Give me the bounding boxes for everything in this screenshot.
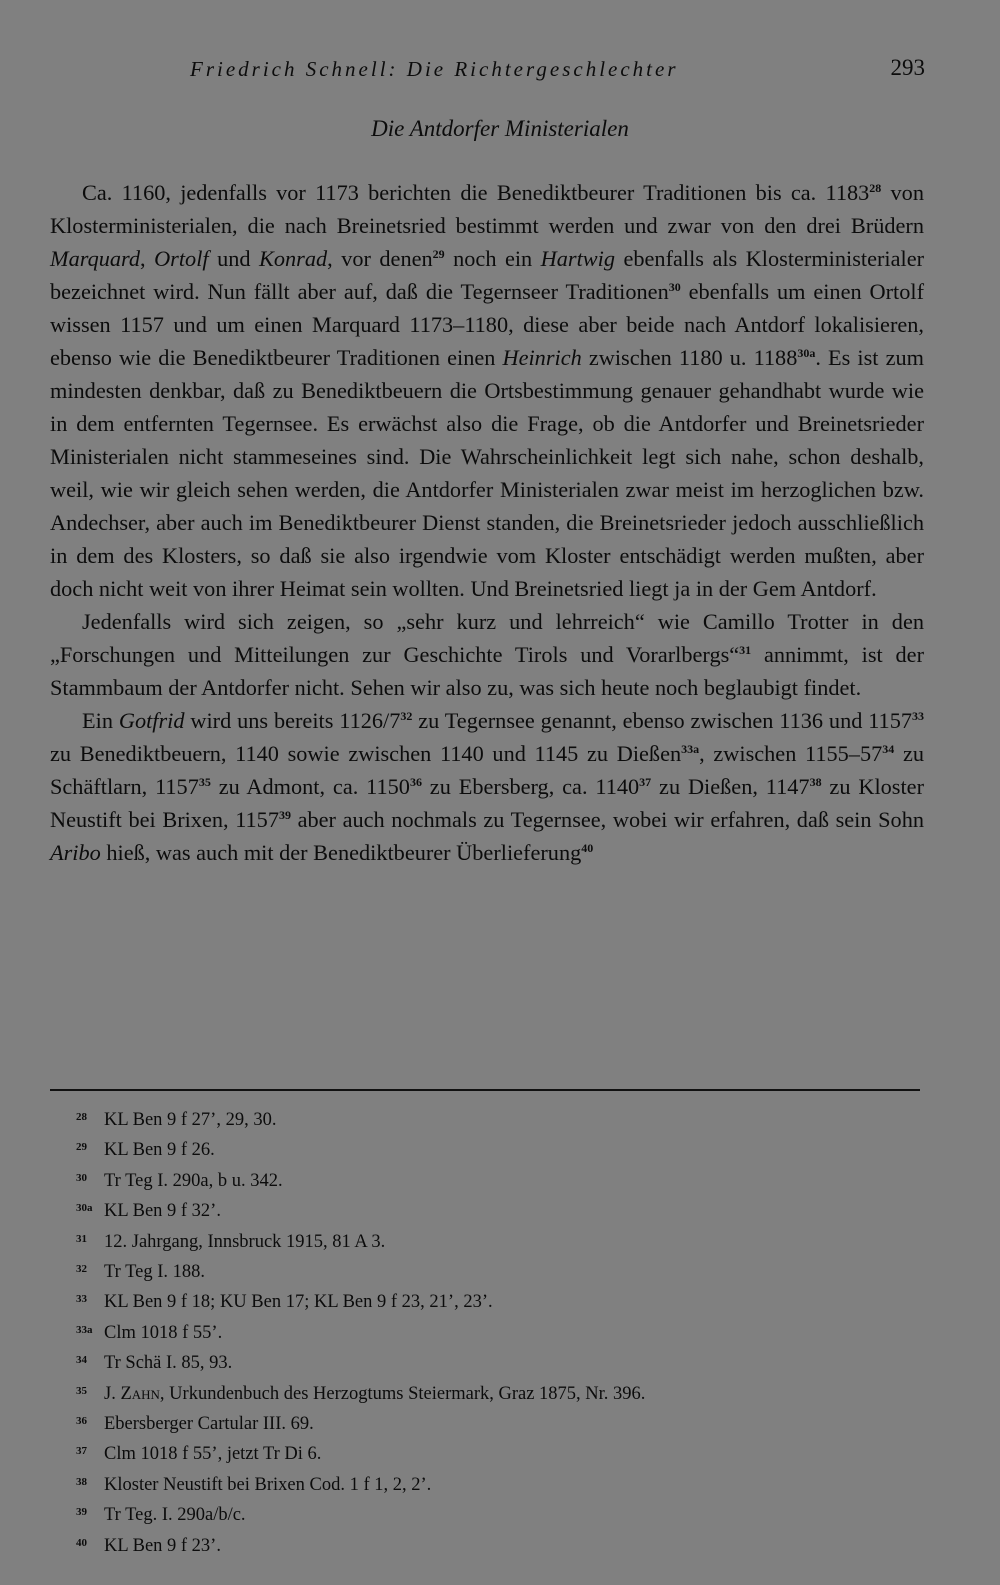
footnote-ref: 40 (581, 841, 594, 855)
text-run: von Klosterministerialen, die nach Breinetsried bestimmt werden und zwar von den drei Brüdern (50, 180, 924, 238)
footnote-ref: 32 (400, 709, 413, 723)
footnote (76, 1408, 936, 1438)
footnote-ref: 31 (739, 643, 752, 657)
text-run: zu Schäftlarn, 1157 (50, 741, 924, 799)
footnote (76, 1438, 936, 1468)
footnote-ref: 30 (668, 280, 681, 294)
footnote-ref: 37 (639, 775, 652, 789)
italic-name: Ortolf (154, 246, 209, 271)
italic-name: Aribo (50, 840, 101, 865)
text-run: zu Admont, ca. 1150 (210, 774, 410, 799)
footnote (76, 1165, 936, 1195)
italic-name: Konrad (259, 246, 328, 271)
italic-name: Gotfrid (118, 708, 185, 733)
footnote-ref: 34 (882, 742, 895, 756)
text-run: zu Dießen, 1147 (651, 774, 810, 799)
footnote-text: Tr Teg I. 188. (104, 1262, 205, 1283)
footnote-ref: 33 (912, 709, 925, 723)
footnote-number: 38 (76, 1475, 87, 1488)
paragraph (50, 605, 924, 704)
footnote-number: 33 (76, 1293, 87, 1306)
text-run: Ca. 1160, jedenfalls vor 1173 berichten die Benediktbeurer Traditionen bis ca. 1183 (82, 180, 870, 205)
text-run: zu Kloster Neustift bei Brixen, 1157 (50, 774, 924, 832)
footnote-text: Clm 1018 f 55’. (104, 1322, 223, 1343)
text-run: annimmt, ist der Stammbaum der Antdorfer nicht. Sehen wir also zu, was sich heute noch beglaubigt findet. (50, 642, 924, 700)
footnote (76, 1286, 936, 1316)
text-run: , zwischen 1155–57 (699, 741, 883, 766)
italic-name: Heinrich (502, 345, 582, 370)
footnote (76, 1256, 936, 1286)
paragraph (50, 704, 924, 869)
text-run: Ein (82, 708, 119, 733)
footnote-separator (50, 1089, 920, 1091)
footnote-text: KL Ben 9 f 27’, 29, 30. (104, 1110, 277, 1130)
footnote-number: 30a (76, 1202, 93, 1215)
footnote (76, 1317, 936, 1347)
footnote (76, 1347, 936, 1377)
footnote-text: Kloster Neustift bei Brixen Cod. 1 f 1, 2, 2’. (104, 1474, 432, 1495)
footnote-number: 37 (76, 1445, 87, 1458)
footnote-text: Clm 1018 f 55’, jetzt Tr Di 6. (104, 1444, 322, 1465)
footnote-ref: 29 (432, 247, 445, 261)
text-run: ebenfalls als Klosterministerialer bezeichnet wird. Nun fällt aber auf, daß die Tegernseer Traditionen (50, 246, 925, 304)
italic-name: Hartwig (540, 246, 616, 271)
text-run: zu Ebersberg, ca. 1140 (421, 774, 640, 799)
text-run: zu Tegernsee genannt, ebenso zwischen 1136 und 1157 (412, 708, 913, 733)
paragraph (50, 176, 924, 605)
footnote-number: 39 (76, 1506, 87, 1519)
text-run: zu Benediktbeuern, 1140 sowie zwischen 1140 und 1145 zu Dießen (50, 741, 682, 766)
footnote (76, 1530, 936, 1560)
footnote-ref: 28 (869, 181, 882, 195)
footnotes (76, 1104, 936, 1560)
text-run: , vor denen (327, 246, 433, 271)
footnote (76, 1499, 936, 1529)
text-run: wird uns bereits 1126/7 (184, 708, 401, 733)
footnote-number: 29 (76, 1141, 87, 1154)
footnote-number: 28 (76, 1111, 87, 1123)
footnote-text: , Urkundenbuch des Herzogtums Steiermark, Graz 1875, Nr. 396. (159, 1383, 646, 1404)
footnote-ref: 36 (409, 775, 422, 789)
footnote-number: 34 (76, 1354, 87, 1367)
text-run: hieß, was auch mit der Benediktbeurer Überlieferung (100, 840, 582, 865)
text-run: zwischen 1180 u. 1188 (581, 345, 798, 370)
footnote-number: 30 (76, 1171, 87, 1184)
footnote-number: 36 (76, 1415, 87, 1428)
footnote-number: 32 (76, 1263, 87, 1276)
footnote-text: Tr Teg I. 290a, b u. 342. (104, 1170, 283, 1191)
running-head-title: Friedrich Schnell: Die Richtergeschlechter (190, 57, 679, 81)
section-title: Die Antdorfer Ministerialen (371, 116, 629, 141)
footnote (76, 1226, 936, 1256)
body-text (50, 176, 924, 869)
footnote-ref: 38 (809, 775, 822, 789)
footnote-text: Ebersberger Cartular III. 69. (104, 1414, 314, 1435)
page-number: 293 (890, 55, 925, 80)
footnote-number: 31 (76, 1232, 87, 1245)
footnote-text: Tr Schä I. 85, 93. (104, 1353, 233, 1374)
text-run: noch ein (444, 246, 541, 271)
footnote-ref: 30a (797, 346, 816, 360)
footnote (76, 1378, 936, 1408)
running-head (0, 55, 1000, 91)
footnote-text: KL Ben 9 f 23’. (104, 1535, 221, 1556)
footnote-text: Tr Teg. I. 290a/b/c. (104, 1505, 246, 1526)
text-run: . Es ist zum mindesten denkbar, daß zu Benediktbeuern die Ortsbestimmung genauer gehandhabt wurde wie in dem entfernten Tegernsee. Es erwächst also die Frage, ob die Antdorfer und Breinetsrieder Ministerialen nicht stammeseines sind. Die Wahrscheinlichkeit legt sich nahe, schon deshalb, weil, wie wir gleich sehen werden, die Antdorfer Ministerialen zwar meist im herzoglichen bzw. Andechser, aber auch im Benediktbeurer Dienst standen, die Breinetsrieder jedoch ausschließlich in dem des Klosters, so daß sie also irgendwie vom Kloster entschädigt werden mußten, aber doch nicht weit von ihrer Heimat sein wollten. Und Breinetsried liegt ja in der Gem Antdorf. (50, 345, 924, 601)
footnote (76, 1469, 936, 1499)
footnote-text: KL Ben 9 f 18; KU Ben 17; KL Ben 9 f 23, 21’, 23’. (104, 1292, 493, 1313)
footnote-ref: 39 (278, 808, 291, 822)
footnote-number: 35 (76, 1384, 87, 1397)
text-run: , (140, 246, 155, 271)
footnote (76, 1195, 936, 1225)
footnote-ref: 35 (198, 775, 211, 789)
footnote (76, 1104, 936, 1134)
text-run: aber auch nochmals zu Tegernsee, wobei wir erfahren, daß sein Sohn (290, 807, 924, 832)
footnote-text: 12. Jahrgang, Innsbruck 1915, 81 A 3. (104, 1231, 386, 1252)
footnote-number: 40 (76, 1536, 87, 1549)
footnote-text: KL Ben 9 f 26. (104, 1140, 215, 1161)
italic-name: Marquard (50, 246, 141, 271)
footnote (76, 1134, 936, 1164)
text-run: Jedenfalls wird sich zeigen, so „sehr kurz und lehrreich“ wie Camillo Trotter in den „Forschungen und Mitteilungen zur Geschichte Tirols und Vorarlbergs“ (50, 609, 924, 667)
footnote-author: J. Zahn (104, 1383, 160, 1404)
text-run: ebenfalls um einen Ortolf wissen 1157 und um einen Marquard 1173–1180, diese aber beide nach Antdorf lokalisieren, ebenso wie die Benediktbeurer Traditionen einen (50, 279, 924, 370)
footnote-text: KL Ben 9 f 32’. (104, 1201, 221, 1222)
footnote-number: 33a (76, 1323, 93, 1336)
text-run: und (208, 246, 259, 271)
footnote-ref: 33a (681, 742, 700, 756)
